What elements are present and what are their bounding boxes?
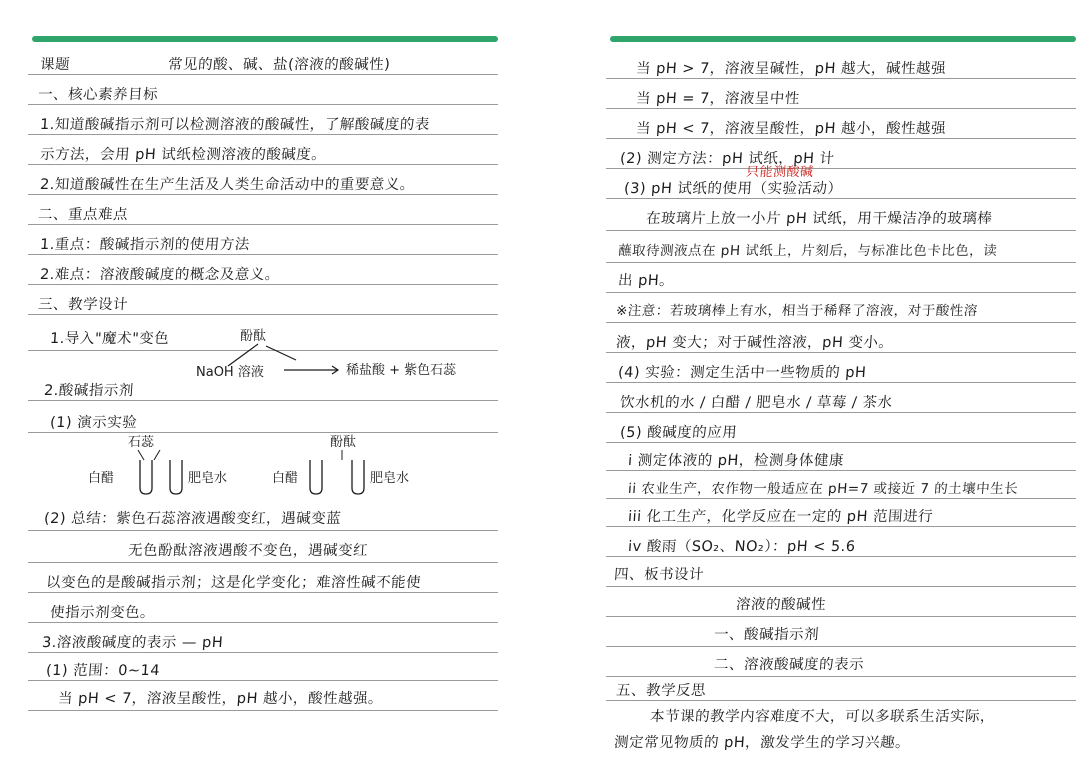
text-line: ※注意：若玻璃棒上有水，相当于稀释了溶液，对于酸性溶 — [615, 303, 979, 319]
text-line: 当 pH > 7，溶液呈碱性，pH 越大，碱性越强 — [635, 61, 947, 77]
diagram-label-phenolphthalein: 酚酞 — [240, 329, 267, 344]
text-line: 出 pH。 — [617, 273, 675, 289]
text-line: ii 农业生产，农作物一般适应在 pH=7 或接近 7 的土壤中生长 — [627, 481, 1019, 497]
right-notebook-page — [606, 0, 1076, 768]
text-line: 2.知道酸碱性在生产生活及人类生命活动中的重要意义。 — [39, 177, 416, 193]
test-tube-sketch — [48, 432, 468, 498]
text-line: 无色酚酞溶液遇酸不变色，遇碱变红 — [127, 543, 369, 559]
diagram-label-vinegar: 白醋 — [88, 471, 115, 486]
section-heading: 五、教学反思 — [615, 683, 707, 699]
text-line: 当 pH < 7，溶液呈酸性，pH 越小，酸性越强 — [635, 121, 947, 137]
text-line: iv 酸雨（SO₂、NO₂）：pH < 5.6 — [627, 539, 857, 555]
diagram-label-result: 稀盐酸 + 紫色石蕊 — [346, 363, 457, 378]
text-line: 一、酸碱指示剂 — [713, 627, 820, 643]
section-heading: 二、重点难点 — [37, 207, 129, 223]
diagram-label-vinegar: 白醋 — [272, 471, 299, 486]
text-line: iii 化工生产，化学反应在一定的 pH 范围进行 — [627, 509, 934, 525]
section-heading: 一、核心素养目标 — [37, 87, 159, 103]
section-heading: 四、板书设计 — [613, 567, 705, 583]
text-line: 当 pH < 7，溶液呈酸性，pH 越小，酸性越强。 — [57, 691, 384, 707]
text-line: (1) 范围：0~14 — [45, 663, 161, 679]
text-line: 1.知道酸碱指示剂可以检测溶液的酸碱性，了解酸碱度的表 — [39, 117, 431, 133]
text-line: 饮水机的水 / 白醋 / 肥皂水 / 草莓 / 茶水 — [619, 395, 893, 411]
title-label: 课题 — [39, 57, 71, 73]
text-line: 2.酸碱指示剂 — [43, 383, 135, 399]
section-heading: 三、教学设计 — [37, 297, 129, 313]
text-line: 3.溶液酸碱度的表示 — pH — [41, 635, 224, 651]
lesson-title: 常见的酸、碱、盐(溶液的酸碱性) — [167, 57, 391, 73]
text-line: 本节课的教学内容难度不大，可以多联系生活实际， — [649, 709, 996, 725]
board-design-title: 溶液的酸碱性 — [735, 597, 827, 613]
red-annotation: 只能测酸碱 — [745, 165, 815, 180]
text-line: (4) 实验：测定生活中一些物质的 pH — [617, 365, 867, 381]
text-line: (1) 演示实验 — [49, 415, 138, 431]
text-line: (2) 总结：紫色石蕊溶液遇酸变红，遇碱变蓝 — [43, 511, 342, 527]
page-top-accent-bar — [32, 36, 498, 42]
text-line: (5) 酸碱度的应用 — [619, 425, 738, 441]
text-line: (3) pH 试纸的使用（实验活动） — [623, 181, 843, 197]
diagram-label-naoh: NaOH 溶液 — [196, 365, 264, 380]
diagram-label-phenolphthalein: 酚酞 — [330, 435, 357, 450]
text-line: 液，pH 变大；对于碱性溶液，pH 变小。 — [615, 335, 894, 351]
text-line: 以变色的是酸碱指示剂；这是化学变化；难溶性碱不能使 — [45, 575, 422, 591]
text-line: 二、溶液酸碱度的表示 — [713, 657, 865, 673]
diagram-label-soapwater: 肥皂水 — [370, 471, 410, 486]
text-line: 测定常见物质的 pH，激发学生的学习兴趣。 — [613, 735, 911, 751]
text-line: 1.重点：酸碱指示剂的使用方法 — [39, 237, 251, 253]
reaction-sketch — [188, 324, 488, 384]
text-line: 使指示剂变色。 — [49, 605, 156, 621]
text-line: i 测定体液的 pH，检测身体健康 — [627, 453, 845, 469]
left-notebook-page — [28, 0, 498, 768]
page-top-accent-bar — [610, 36, 1076, 42]
text-line: 2.难点：溶液酸碱度的概念及意义。 — [39, 267, 281, 283]
text-line: 当 pH = 7，溶液呈中性 — [635, 91, 801, 107]
text-line: 在玻璃片上放一小片 pH 试纸，用干燥洁净的玻璃棒 — [645, 211, 993, 227]
diagram-label-litmus: 石蕊 — [128, 435, 155, 450]
text-line: 示方法，会用 pH 试纸检测溶液的酸碱度。 — [39, 147, 327, 163]
text-line: 蘸取待测液点在 pH 试纸上，片刻后，与标准比色卡比色，读 — [617, 243, 998, 259]
text-line: 1.导入"魔术"变色 — [49, 331, 170, 347]
text-line: (2) 测定方法：pH 试纸，pH 计 — [619, 151, 836, 167]
diagram-label-soapwater: 肥皂水 — [188, 471, 228, 486]
